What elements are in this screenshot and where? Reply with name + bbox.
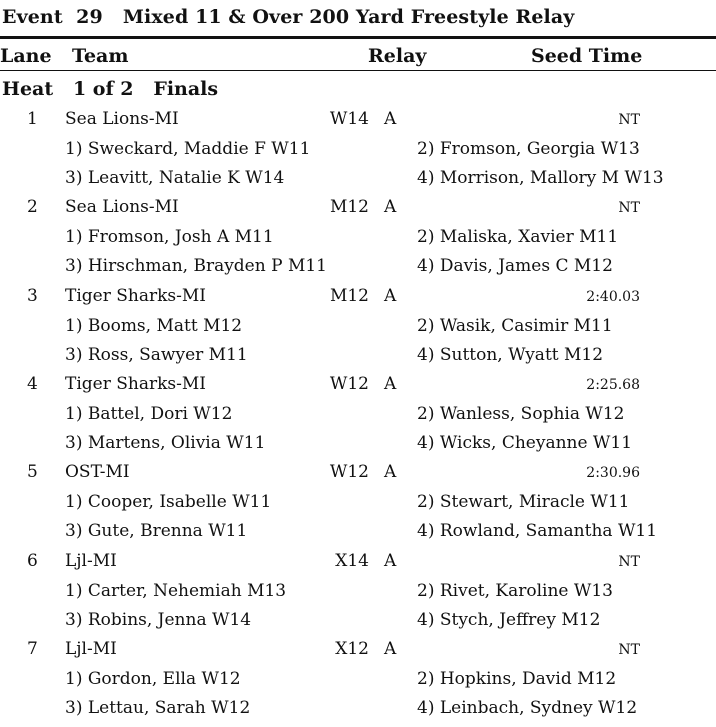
heat-heading: Heat 1 of 2 Finals bbox=[2, 78, 219, 100]
relay-letter: A bbox=[384, 373, 397, 394]
relay-column-header: Relay bbox=[368, 45, 427, 67]
relay-division: M12 bbox=[329, 197, 369, 218]
seed-time: NT bbox=[618, 112, 640, 128]
relay-division: W14 bbox=[329, 109, 369, 129]
relay-letter: A bbox=[384, 197, 397, 218]
swimmer-1: 1) Fromson, Josh A M11 bbox=[65, 227, 274, 248]
swimmer-4: 4) Sutton, Wyatt M12 bbox=[417, 344, 604, 365]
team-name: Ljl-MI bbox=[65, 550, 117, 571]
seed-time-column-header: Seed Time bbox=[531, 45, 643, 67]
swimmer-2: 2) Maliska, Xavier M11 bbox=[417, 227, 619, 248]
lane-number: 6 bbox=[27, 550, 38, 571]
swimmer-4: 4) Rowland, Samantha W11 bbox=[417, 521, 658, 542]
lane-column-header: Lane bbox=[0, 45, 52, 67]
team-name: Sea Lions-MI bbox=[65, 197, 179, 218]
swimmer-3: 3) Ross, Sawyer M11 bbox=[65, 344, 248, 365]
swimmer-3: 3) Martens, Olivia W11 bbox=[65, 432, 266, 453]
seed-time: NT bbox=[618, 553, 640, 570]
relay-letter: A bbox=[384, 109, 397, 129]
lane-number: 3 bbox=[27, 285, 38, 306]
lane-number: 1 bbox=[27, 109, 38, 129]
lane-number: 7 bbox=[27, 638, 38, 659]
lane-number: 4 bbox=[27, 373, 38, 394]
swimmer-3: 3) Robins, Jenna W14 bbox=[65, 609, 252, 630]
relay-letter: A bbox=[384, 462, 397, 483]
swimmer-2: 2) Stewart, Miracle W11 bbox=[417, 492, 630, 513]
team-column-header: Team bbox=[72, 45, 129, 67]
swimmer-4: 4) Wicks, Cheyanne W11 bbox=[417, 432, 633, 453]
relay-division: X14 bbox=[335, 550, 369, 571]
seed-time: 2:40.03 bbox=[586, 288, 640, 305]
swimmer-1: 1) Cooper, Isabelle W11 bbox=[65, 492, 272, 513]
swimmer-3: 3) Leavitt, Natalie K W14 bbox=[65, 168, 285, 188]
relay-letter: A bbox=[384, 550, 397, 571]
team-name: OST-MI bbox=[65, 462, 130, 483]
title-rule bbox=[0, 36, 716, 39]
swimmer-1: 1) Booms, Matt M12 bbox=[65, 315, 243, 336]
swimmer-1: 1) Sweckard, Maddie F W11 bbox=[65, 139, 311, 159]
relay-division: M12 bbox=[329, 285, 369, 306]
swimmer-2: 2) Wanless, Sophia W12 bbox=[417, 403, 625, 424]
lane-number: 5 bbox=[27, 462, 38, 483]
swimmer-4: 4) Stych, Jeffrey M12 bbox=[417, 609, 601, 630]
team-name: Tiger Sharks-MI bbox=[65, 285, 206, 306]
swimmer-4: 4) Davis, James C M12 bbox=[417, 256, 613, 277]
relay-letter: A bbox=[384, 285, 397, 306]
swimmer-1: 1) Gordon, Ella W12 bbox=[65, 668, 241, 689]
event-title: Event 29 Mixed 11 & Over 200 Yard Freestyle Relay bbox=[2, 6, 575, 28]
team-name: Sea Lions-MI bbox=[65, 109, 179, 129]
relay-letter: A bbox=[384, 638, 397, 659]
seed-time: 2:30.96 bbox=[586, 465, 640, 482]
header-rule bbox=[0, 70, 716, 71]
swimmer-2: 2) Wasik, Casimir M11 bbox=[417, 315, 613, 336]
relay-division: W12 bbox=[329, 462, 369, 483]
seed-time: NT bbox=[618, 200, 640, 217]
swimmer-2: 2) Fromson, Georgia W13 bbox=[417, 139, 640, 159]
swimmer-4: 4) Morrison, Mallory M W13 bbox=[417, 168, 664, 188]
swimmer-1: 1) Carter, Nehemiah M13 bbox=[65, 580, 287, 601]
swimmer-3: 3) Hirschman, Brayden P M11 bbox=[65, 256, 327, 277]
swimmer-4: 4) Leinbach, Sydney W12 bbox=[417, 697, 638, 718]
relay-division: W12 bbox=[329, 373, 369, 394]
swimmer-2: 2) Hopkins, David M12 bbox=[417, 668, 617, 689]
relay-division: X12 bbox=[335, 638, 369, 659]
team-name: Ljl-MI bbox=[65, 638, 117, 659]
swimmer-1: 1) Battel, Dori W12 bbox=[65, 403, 233, 424]
swimmer-3: 3) Gute, Brenna W11 bbox=[65, 521, 248, 542]
team-name: Tiger Sharks-MI bbox=[65, 373, 206, 394]
seed-time: NT bbox=[618, 641, 640, 658]
seed-time: 2:25.68 bbox=[586, 376, 640, 393]
swimmer-3: 3) Lettau, Sarah W12 bbox=[65, 697, 251, 718]
swimmer-2: 2) Rivet, Karoline W13 bbox=[417, 580, 613, 601]
lane-number: 2 bbox=[27, 197, 38, 218]
